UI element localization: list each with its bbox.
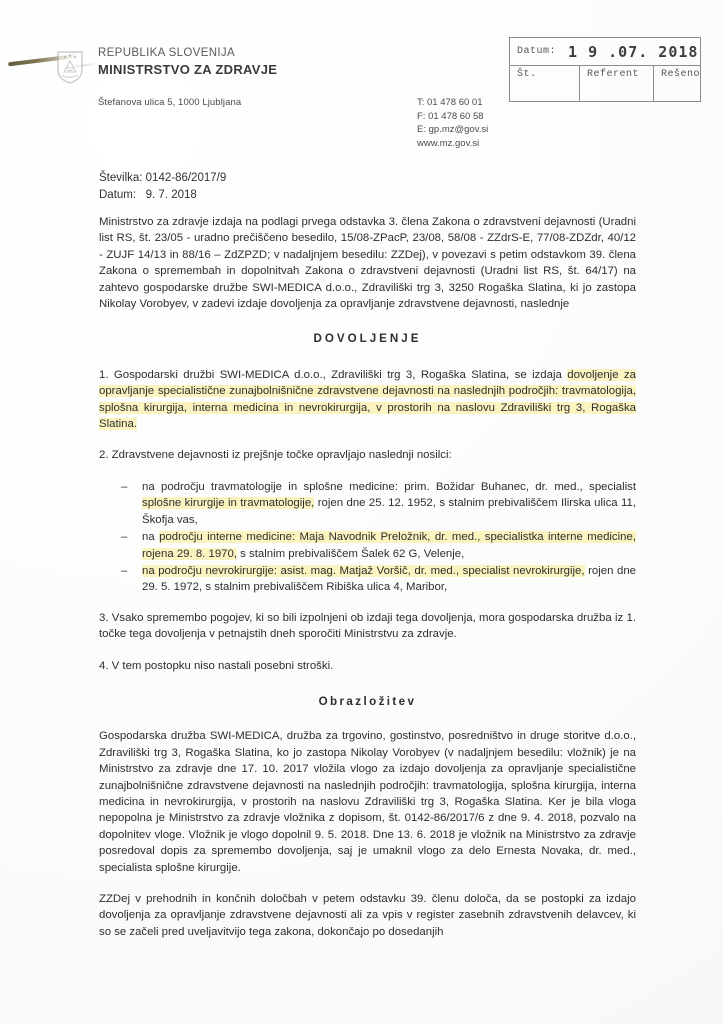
reference-block <box>99 170 226 204</box>
point-1-highlighted-text: dovoljenje za opravljanje specialistične zunajbolnišnične zdravstvene dejavnosti na naslednjih področjih: travmatologija, splošna kirurgija, interna medicina in nevrokirurgija, v prostorih na naslovu Zdraviliški trg 3, Rogaška Slatina. <box>99 368 636 431</box>
explanation-title: Obrazložitev <box>318 694 417 708</box>
contact-block <box>417 96 488 150</box>
provider-highlighted-text: splošne kirurgije in travmatologije, <box>142 497 315 510</box>
stamp-datum-label: Datum: <box>517 46 557 57</box>
provider-highlighted-text: področju interne medicine: Maja Navodnik Preložnik, dr. med., specialistka interne medicine, rojena 29. 8. 1970, <box>142 531 636 560</box>
point-1-paragraph <box>99 367 636 433</box>
list-dash-icon: – <box>121 480 128 493</box>
contact-phone: T: 01 478 60 01 <box>417 97 483 108</box>
list-dash-icon: – <box>121 564 128 577</box>
stamp-reseno-label: Rešeno <box>660 69 700 80</box>
list-item <box>99 479 636 528</box>
provider-post-text: rojen dne 29. 5. 1972, s stalnim prebivališčem Ribiška ulica 4, Maribor, <box>142 564 636 594</box>
document-body <box>99 214 636 955</box>
point-3-paragraph: 3. Vsako spremembo pogojev, ki so bili izpolnjeni ob izdaji tega dovoljenja, mora gospodarska družba iz 1. točke tega dovoljenja v petnajstih dneh sporočiti Ministrstvu za zdravje. <box>99 611 636 641</box>
point-1-lead: 1. Gospodarski družbi SWI-MEDICA d.o.o., Zdraviliški trg 3, Rogaška Slatina, se izdaja <box>99 368 568 381</box>
org-address: Štefanova ulica 5, 1000 Ljubljana <box>98 97 242 108</box>
point-2-lead: 2. Zdravstvene dejavnosti iz prejšnje točke opravljajo naslednji nosilci: <box>99 449 452 462</box>
stamp-st-label: Št. <box>510 66 580 101</box>
reference-number: Številka: 0142-86/2017/9 <box>99 172 227 184</box>
provider-post-text: s stalnim prebivališčem Šalek 62 G, Velenje, <box>237 547 465 560</box>
reception-stamp <box>509 37 701 102</box>
org-line-ministrstvo: MINISTRSTVO ZA ZDRAVJE <box>98 62 278 77</box>
decision-title: DOVOLJENJE <box>313 332 422 346</box>
explanation-paragraph-1: Gospodarska družba SWI-MEDICA, družba za trgovino, gostinstvo, posredništvo in druge storitve d.o.o., Zdraviliški trg 3, Rogaška Slatina, ko jo zastopa Nikolay Vorobyev (v nadaljnjem besedilu: vložnik) je na Ministrstvo za zdravje dne 17. 10. 2017 vložila vlogo za izdajo dovoljenja za opravljanje specialistične zunajbolnišnične zdravstvene dejavnosti na naslednjih področjih: travmatologija, splošna kirurgija, interna medicina in nevrokirurgija, v prostorih na naslovu Zdraviliški trg 3, Rogaška Slatina. Ker je bila vloga nepopolna je Ministrstvo za zdravje vložnika z dopisom, št. 0142-86/2017/6 z dne 9. 4. 2018, pozvalo na dopolnitev vloge. Vložnik je vlogo dopolnil 9. 5. 2018. Dne 13. 6. 2018 je vložnik na Ministrstvo za zdravje posredoval dopis za spremembo dovoljenja, saj je umaknil vlogo za delo Ernesta Novaka, dr. med., specialista splošne kirurgije. <box>99 730 636 874</box>
contact-fax: F: 01 478 60 58 <box>417 110 484 122</box>
list-dash-icon: – <box>121 531 128 544</box>
reference-date: Datum: 9. 7. 2018 <box>99 189 197 201</box>
stamp-referent-label: Referent <box>580 66 654 101</box>
provider-post-text: rojen dne 25. 12. 1952, s stalnim prebivališčem Ilirska ulica 11, Škofja vas, <box>142 497 637 526</box>
provider-highlighted-text: na področju nevrokirurgije: asist. mag. Matjaž Voršič, dr. med., specialist nevrokirurgije, <box>142 564 585 577</box>
intro-paragraph: Ministrstvo za zdravje izdaja na podlagi prvega odstavka 3. člena Zakona o zdravstveni dejavnosti (Uradni list RS, št. 23/05 - uradno prečiščeno besedilo, 15/08-ZPacP, 23/08, 58/08 - ZZdrS-E, 77/08-ZDZdr, 40/12 - ZUJF 14/13 in 88/16 – ZdZPZD; v nadaljnjem besedilu: ZZDej), v povezavi s petim odstavkom 39. člena Zakona o spremembah in dopolnitvah Zakona o zdravstveni dejavnosti (Uradni list RS, št. 64/17) na zahtevo gospodarske družbe SWI-MEDICA d.o.o., Zdraviliški trg 3, 3250 Rogaška Slatina, ki jo zastopa Nikolay Vorobyev, v zadevi izdaje dovoljenja za opravljanje zdravstvene dejavnosti, naslednje <box>99 216 636 311</box>
list-item <box>99 563 636 596</box>
contact-email: E: gp.mz@gov.si <box>417 124 489 135</box>
coat-of-arms-icon <box>56 50 84 84</box>
org-line-republika: REPUBLIKA SLOVENIJA <box>98 47 236 59</box>
organization-name <box>98 46 277 78</box>
provider-pre-text: na <box>142 531 160 544</box>
contact-website: www.mz.gov.si <box>417 137 480 149</box>
provider-pre-text: na področju travmatologije in splošne medicine: prim. Božidar Buhanec, dr. med., specialist <box>142 480 636 493</box>
stamp-datum-value: 1 9 .07. 2018 <box>568 42 699 61</box>
explanation-paragraph-2: ZZDej v prehodnih in končnih določbah v petem odstavku 39. členu določa, da se postopki za izdajo dovoljenja za opravljanje zdravstvene dejavnosti ali za vpis v register zasebnih zdravstvenih delavcev, ki so se začeli pred uveljavitvijo tega zakona, dokončajo po dosedanjih <box>99 893 636 938</box>
stamp-date-row <box>510 38 700 66</box>
providers-list <box>99 479 636 596</box>
stamp-columns-row <box>510 66 700 101</box>
list-item <box>99 529 636 562</box>
letterhead <box>0 0 723 170</box>
point-4-paragraph: 4. V tem postopku niso nastali posebni stroški. <box>99 659 334 672</box>
